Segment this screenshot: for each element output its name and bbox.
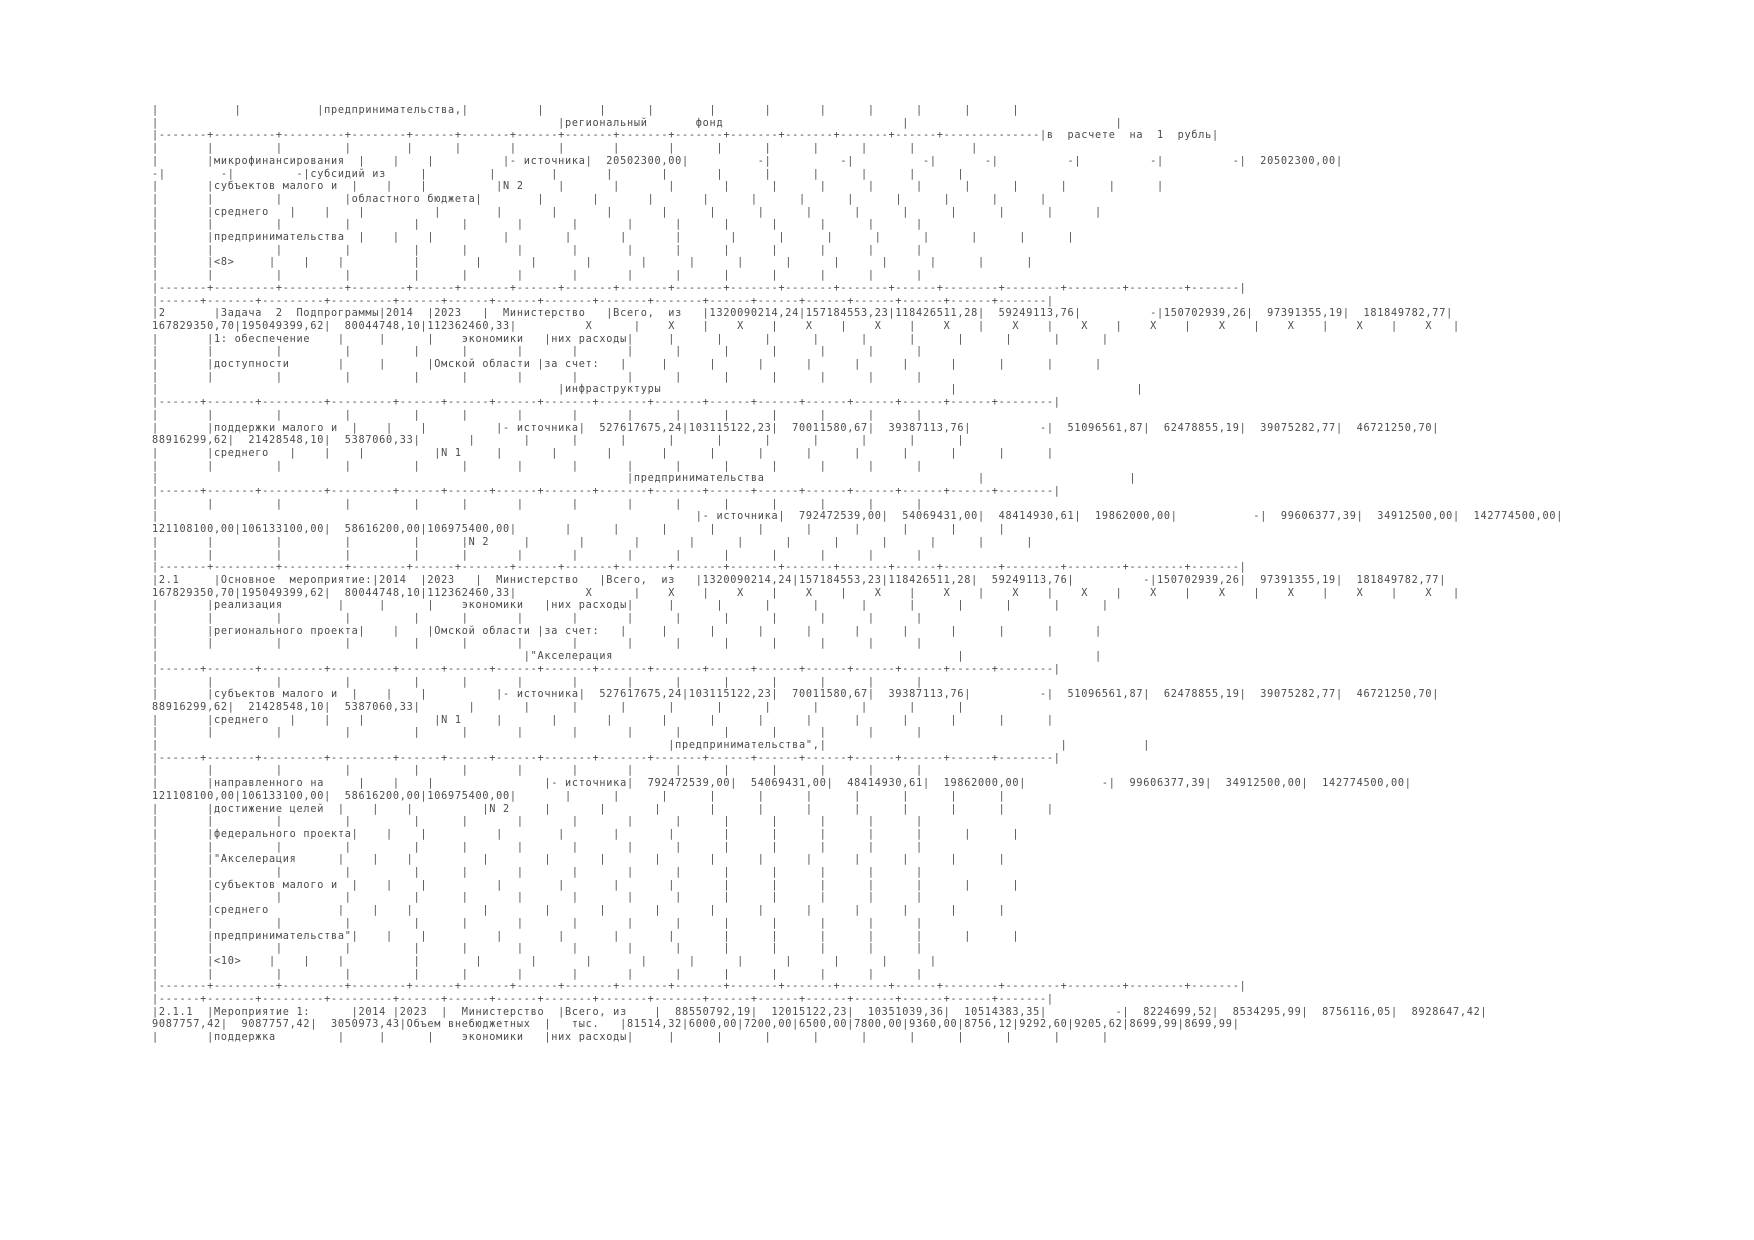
table-text-line: |------+-------+---------+---------+------+------+------+-------+-------+-------+------+------+------+------+------+------+-------| [152,295,1054,307]
table-text-line: | | | | | | | | | | | | | | | [152,549,923,561]
table-text-line: |-------+---------+---------+--------+------+-------+------+-------+-------+-------+-------+-------+-------+------+--------+--------+--------+--------+-------| [152,282,1247,294]
table-text-line: | |<8> | | | | | | | | | | | | | | | | [152,257,1034,269]
table-text-line: | | | | | | | | | | | | | | | [152,409,923,421]
table-text-line: | | | | | | | | | | | | | | | [152,219,923,231]
table-text-line: | | | | | | | | | | | | | | | [152,460,923,472]
table-text-line: |------+-------+---------+---------+------+------+------+-------+-------+-------+------+------+------+------+------+------+--------| [152,752,1061,764]
table-text-line: | |направленного на | | | |- источника| 792472539,00| 54069431,00| 48414930,61| 19862000,00| -| 99606377,39| 34912500,00| 142774500,00| [152,778,1412,790]
table-text-line: -| -| -|субсидий из | | | | | | | | | | | [152,168,965,180]
table-text-line: | | | | | | | | | | | | | | | [152,943,923,955]
table-text-line: 121108100,00|106133100,00| 58616200,00|106975400,00| | | | | | | | | | | [152,790,1006,802]
table-text-line: 167829350,70|195049399,62| 80044748,10|112362460,33| X | X | X | X | X | X | X | X | X | X | X | X | X | [152,587,1460,599]
table-text-line: |-------+---------+---------+--------+------+-------+------+-------+-------+-------+-------+-------+-------+------+--------+--------+--------+--------+-------| [152,981,1247,993]
table-text-line: | | | | | | | | | | | | | | | [152,638,923,650]
table-text-line: | |предпринимательства | | [152,473,1137,485]
table-text-line: | | | | | | | | | | | | | | | [152,613,923,624]
table-text-line: |-------+---------+---------+--------+------+-------+------+-------+-------+-------+-------+-------+-------+------+--------+--------+--------+--------+-------| [152,562,1247,574]
table-text-line: | | | | | | | | | | | | | | | [152,270,923,282]
table-text-line: | |поддержка | | | экономики |них расходы| | | | | | | | | | | [152,1032,1109,1044]
table-text-line: | | | | | | | | | | | | | | | [152,765,923,777]
table-text-line: | |регионального проекта| | |Омской области |за счет: | | | | | | | | | | | [152,625,1102,637]
table-text-line: | | | | | | | | | | | | | | | [152,498,923,510]
table-text-line: | |субъектов малого и | | | | | | | | | | | | | | [152,879,1020,891]
table-text-line: | | | | | | | | | | | | | | | [152,816,923,828]
table-text-line: | | |предпринимательства,| | | | | | | | | | | [152,105,1020,116]
table-text-line: | |реализация | | | экономики |них расходы| | | | | | | | | | | [152,600,1109,612]
table-text-line: | | | | | | | | | | | | | | | [152,867,923,878]
table-text-line: | |предпринимательства"| | | | | | | | | | | | | | [152,930,1020,942]
table-text-line: | |предпринимательства",| | | [152,740,1151,751]
table-text-line: | |предпринимательства | | | | | | | | | | | | | | | [152,232,1075,243]
table-text-line: |2.1.1 |Мероприятие 1: |2014 |2023 | Министерство |Всего, из | 88550792,19| 12015122,23| 10351039,36| 10514383,35| -| 8224699,52| 8534295,99| 8756116,05| 8928647,42| [152,1006,1488,1018]
table-text-line: | |федерального проекта| | | | | | | | | | | | | | [152,828,1020,840]
table-text-line: |------+-------+---------+---------+------+------+------+-------+-------+-------+------+------+------+------+------+------+--------| [152,663,1061,675]
table-text-line: | | | | | | | | | | | | | | | [152,346,923,358]
table-text-line: |------+-------+---------+---------+------+------+------+-------+-------+-------+------+------+------+------+------+------+-------| [152,994,1054,1005]
table-text-line: | |доступности | | |Омской области |за счет: | | | | | | | | | | | [152,359,1102,370]
table-text-line: | | | | | |N 2 | | | | | | | | | | | [152,536,1034,548]
table-text-line: | |инфраструктуры | | [152,384,1144,396]
table-text-line: | | | | | | | | | | | | | | | [152,968,923,980]
table-text-line: | | | | | | | | | | | | | | | [152,917,923,929]
table-text-line: | | | | | | | | | | | | | | | [152,244,923,256]
table-text-line: | | | |областного бюджета| | | | | | | | | | | | [152,193,1047,205]
table-text-line: | |"Акселерация | | [152,651,1102,663]
table-text-line: 88916299,62| 21428548,10| 5387060,33| | | | | | | | | | | | [152,435,965,447]
table-text-line: | | | | | | | | | | | | | | | [152,371,923,383]
table-text-line: | |среднего | | | |N 1 | | | | | | | | | | | | [152,714,1054,726]
table-text-line: |2 |Задача 2 Подпрограммы|2014 |2023 | Министерство |Всего, из |1320090214,24|157184553,23|118426511,28| 59249113,76| -|150702939,26| 97391355,19| 181849782,77| [152,308,1453,320]
table-text-line: | |1: обеспечение | | | экономики |них расходы| | | | | | | | | | | [152,333,1109,345]
table-text-line: |2.1 |Основное мероприятие:|2014 |2023 | Министерство |Всего, из |1320090214,24|157184553,23|118426511,28| 59249113,76| -|150702939,26| 97391355,19| 181849782,77| [152,574,1447,586]
table-text-line: |------+-------+---------+---------+------+------+------+-------+-------+-------+------+------+------+------+------+------+--------| [152,486,1061,497]
table-text-line: | |среднего | | | | | | | | | | | | | | [152,905,1006,917]
table-text-line: | |- источника| 792472539,00| 54069431,00| 48414930,61| 19862000,00| -| 99606377,39| 34912500,00| 142774500,00| [152,511,1564,523]
table-text-line: 88916299,62| 21428548,10| 5387060,33| | | | | | | | | | | | [152,701,965,713]
table-text-line: |------+-------+---------+---------+------+------+------+-------+-------+-------+------+------+------+------+------+------+--------| [152,397,1061,409]
table-text-line: |-------+---------+---------+--------+------+-------+------+-------+-------+-------+-------+-------+-------+------+--------------|в расчете на 1 рубль| [152,130,1219,142]
table-text-line: | |поддержки малого и | | | |- источника| 527617675,24|103115122,23| 70011580,67| 39387113,76| -| 51096561,87| 62478855,19| 39075282,77| 46721250,70| [152,422,1440,434]
table-text-line: | |региональный фонд | | [152,117,1123,129]
table-text-line: | |субъектов малого и | | | |- источника| 527617675,24|103115122,23| 70011580,67| 39387113,76| -| 51096561,87| 62478855,19| 39075282,77| 46721250,70| [152,689,1440,701]
table-text-line: | | | | | | | | | | | | | | | [152,676,923,688]
table-text-line: | |достижение целей | | | |N 2 | | | | | | | | | | | [152,803,1054,815]
table-text-line: | | | | | | | | | | | | | | | [152,841,923,853]
table-text-line: | |среднего | | | |N 1 | | | | | | | | | | | | [152,447,1054,459]
table-text-line: | |среднего | | | | | | | | | | | | | | | | | [152,206,1102,218]
table-text-line: | | | | | | | | | | | | | | | [152,892,923,904]
table-text-line: | |субъектов малого и | | | |N 2 | | | | | | | | | | | | | [152,181,1164,193]
table-text-line: | | | | | | | | | | | | | | | | [152,143,979,155]
table-text-line: | |"Акселерация | | | | | | | | | | | | | | [152,854,1006,866]
table-text-line: 9087757,42| 9087757,42| 3050973,43|Объем внебюджетных | тыс. |81514,32|6000,00|7200,00|6500,00|7800,00|9360,00|8756,12|9292,60|9205,62|8699,99|8699,99| [152,1019,1240,1031]
table-text-line: | | | | | | | | | | | | | | | [152,727,923,739]
table-text-line: 167829350,70|195049399,62| 80044748,10|112362460,33| X | X | X | X | X | X | X | X | X | X | X | X | X | [152,320,1460,332]
table-text-line: | |<10> | | | | | | | | | | | | | | [152,955,937,967]
table-text-line: | |микрофинансирования | | | |- источника| 20502300,00| -| -| -| -| -| -| -| 20502300,00| [152,155,1343,167]
table-text-line: 121108100,00|106133100,00| 58616200,00|106975400,00| | | | | | | | | | | [152,524,1006,536]
